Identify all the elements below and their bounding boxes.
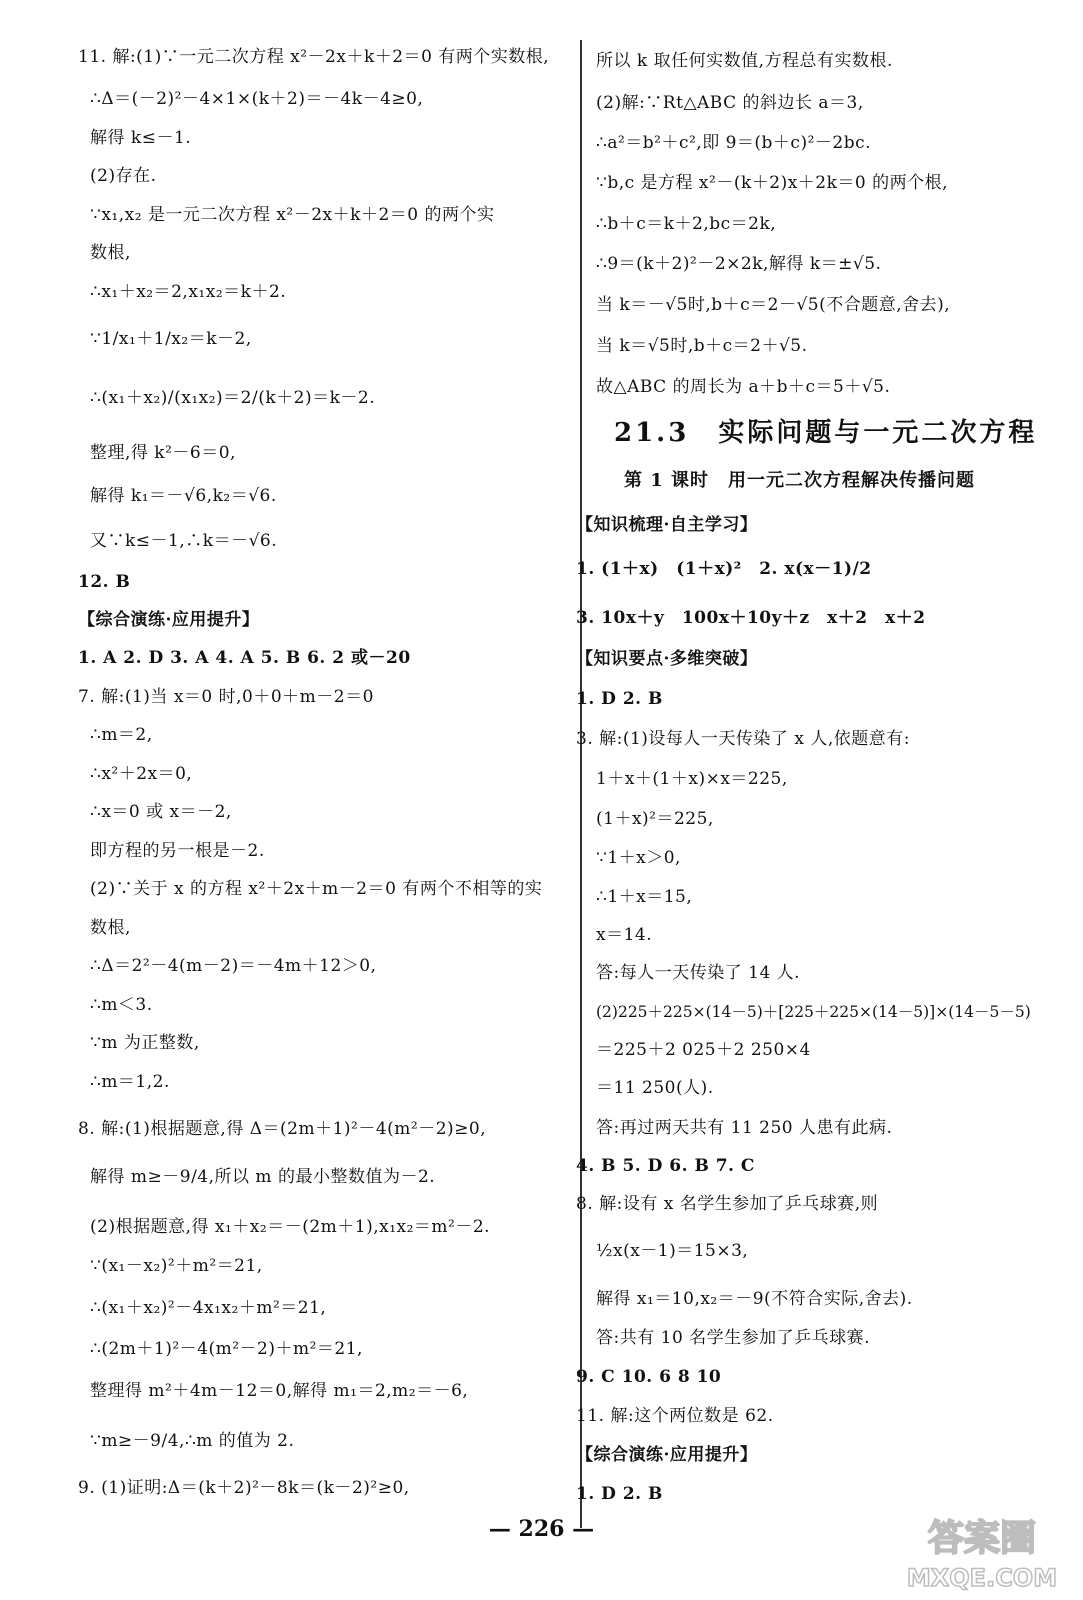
text-line: 3. 解:(1)设每人一天传染了 x 人,依题意有:: [576, 729, 910, 749]
text-line: 9. (1)证明:Δ＝(k＋2)²－8k＝(k－2)²≥0,: [78, 1478, 410, 1498]
column-divider: [580, 40, 582, 1528]
section-title: 21.3 实际问题与一元二次方程: [614, 418, 1038, 448]
text-line: 所以 k 取任何实数值,方程总有实数根.: [596, 51, 893, 71]
text-line: x＝14.: [596, 925, 653, 945]
text-line: (2)根据题意,得 x₁＋x₂＝－(2m＋1),x₁x₂＝m²－2.: [90, 1217, 491, 1237]
text-line: ∴Δ＝(－2)²－4×1×(k＋2)＝－4k－4≥0,: [90, 89, 424, 109]
text-line: ∴x²＋2x＝0,: [90, 764, 193, 784]
text-line: 数根,: [90, 918, 131, 938]
text-line: 解得 m≥－9/4,所以 m 的最小整数值为－2.: [90, 1167, 436, 1187]
text-line: 解得 x₁＝10,x₂＝－9(不符合实际,舍去).: [596, 1289, 913, 1309]
section-heading: 【知识梳理·自主学习】: [576, 515, 758, 535]
text-line: ∵1＋x＞0,: [596, 848, 681, 868]
text-line: 即方程的另一根是－2.: [90, 841, 265, 861]
text-line: ∴x₁＋x₂＝2,x₁x₂＝k＋2.: [90, 282, 287, 302]
text-line: 解得 k₁＝－√6,k₂＝√6.: [90, 486, 277, 506]
text-line: ½x(x－1)＝15×3,: [596, 1241, 749, 1261]
answer-line: 1. D 2. B: [576, 1484, 663, 1504]
text-line: ＝225＋2 025＋2 250×4: [596, 1040, 811, 1060]
text-line: ∵1/x₁＋1/x₂＝k－2,: [90, 329, 252, 349]
text-line: ∴m＝1,2.: [90, 1072, 170, 1092]
text-line: 1＋x＋(1＋x)×x＝225,: [596, 769, 788, 789]
text-line: (1＋x)²＝225,: [596, 809, 714, 829]
text-line: 整理,得 k²－6＝0,: [90, 443, 236, 463]
section-heading: 【综合演练·应用提升】: [576, 1445, 758, 1465]
text-line: 11. 解:这个两位数是 62.: [576, 1406, 774, 1426]
lesson-title: 第 1 课时 用一元二次方程解决传播问题: [624, 470, 976, 491]
text-line: ∵m 为正整数,: [90, 1033, 200, 1053]
text-line: (2)存在.: [90, 166, 157, 186]
text-line: 8. 解:设有 x 名学生参加了乒乓球赛,则: [576, 1194, 879, 1214]
watermark-logo-icon: [892, 1508, 1072, 1594]
text-line: ∴(x₁＋x₂)/(x₁x₂)＝2/(k＋2)＝k－2.: [90, 388, 376, 408]
text-line: 11. 解:(1)∵一元二次方程 x²－2x＋k＋2＝0 有两个实数根,: [78, 47, 550, 67]
text-line: 整理得 m²＋4m－12＝0,解得 m₁＝2,m₂＝－6,: [90, 1381, 469, 1401]
answer-line: 1. A 2. D 3. A 4. A 5. B 6. 2 或－20: [78, 648, 411, 668]
text-line: (2)225＋225×(14－5)＋[225＋225×(14－5)]×(14－5－5): [596, 1003, 1031, 1021]
answer-line: 1. D 2. B: [576, 689, 663, 709]
text-line: ＝11 250(人).: [596, 1078, 714, 1098]
text-line: ∴b＋c＝k＋2,bc＝2k,: [596, 214, 777, 234]
text-line: ∴(x₁＋x₂)²－4x₁x₂＋m²＝21,: [90, 1298, 327, 1318]
text-line: 又∵k≤－1,∴k＝－√6.: [90, 531, 278, 551]
answer-line: 9. C 10. 6 8 10: [576, 1367, 722, 1387]
text-line: 答:每人一天传染了 14 人.: [596, 963, 801, 983]
page-number: — 226 —: [488, 1516, 595, 1542]
text-line: 故△ABC 的周长为 a＋b＋c＝5＋√5.: [596, 377, 891, 397]
text-line: 当 k＝－√5时,b＋c＝2－√5(不合题意,舍去),: [596, 295, 951, 315]
watermark-url: MXQE.COM: [906, 1564, 1058, 1592]
text-line: ∵(x₁－x₂)²＋m²＝21,: [90, 1256, 263, 1276]
text-line: 当 k＝√5时,b＋c＝2＋√5.: [596, 336, 808, 356]
text-line: ∴m＝2,: [90, 725, 153, 745]
text-line: ∵b,c 是方程 x²－(k＋2)x＋2k＝0 的两个根,: [596, 173, 949, 193]
text-line: 答:再过两天共有 11 250 人患有此病.: [596, 1118, 893, 1138]
text-line: (2)解:∵Rt△ABC 的斜边长 a＝3,: [596, 93, 864, 113]
text-line: ∴a²＝b²＋c²,即 9＝(b＋c)²－2bc.: [596, 133, 872, 153]
text-line: ∴m＜3.: [90, 995, 153, 1015]
text-line: ∴(2m＋1)²－4(m²－2)＋m²＝21,: [90, 1339, 363, 1359]
text-line: 数根,: [90, 243, 131, 263]
answer-line: 1. (1＋x) (1＋x)² 2. x(x－1)/2: [576, 559, 872, 579]
section-heading: 【知识要点·多维突破】: [576, 649, 758, 669]
text-line: ∴x＝0 或 x＝－2,: [90, 802, 232, 822]
text-line: ∵x₁,x₂ 是一元二次方程 x²－2x＋k＋2＝0 的两个实: [90, 205, 495, 225]
watermark-title: 答案圈: [927, 1518, 1037, 1559]
answer-line: 3. 10x＋y 100x＋10y＋z x＋2 x＋2: [576, 608, 926, 628]
text-line: 解得 k≤－1.: [90, 128, 192, 148]
text-line: ∵m≥－9/4,∴m 的值为 2.: [90, 1431, 295, 1451]
text-line: ∴Δ＝2²－4(m－2)＝－4m＋12＞0,: [90, 956, 377, 976]
text-line: 答:共有 10 名学生参加了乒乓球赛.: [596, 1328, 871, 1348]
text-line: 8. 解:(1)根据题意,得 Δ＝(2m＋1)²－4(m²－2)≥0,: [78, 1119, 487, 1139]
section-heading: 【综合演练·应用提升】: [78, 610, 260, 630]
answer-line: 12. B: [78, 572, 131, 592]
text-line: ∴1＋x＝15,: [596, 887, 693, 907]
answer-line: 4. B 5. D 6. B 7. C: [576, 1156, 755, 1176]
text-line: (2)∵关于 x 的方程 x²＋2x＋m－2＝0 有两个不相等的实: [90, 879, 543, 899]
text-line: 7. 解:(1)当 x＝0 时,0＋0＋m－2＝0: [78, 687, 374, 707]
text-line: ∴9＝(k＋2)²－2×2k,解得 k＝±√5.: [596, 254, 882, 274]
